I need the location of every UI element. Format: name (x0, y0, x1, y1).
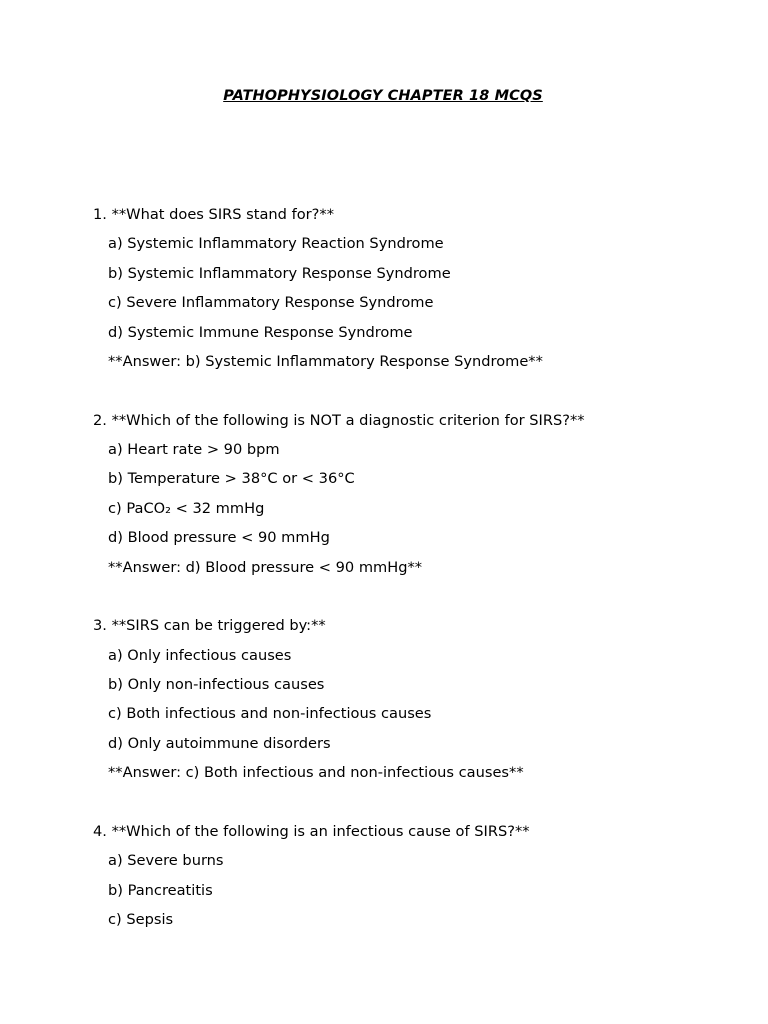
question-stem: 3. **SIRS can be triggered by:** (93, 617, 326, 635)
question-4 (93, 817, 733, 935)
answer-option: d) Blood pressure < 90 mmHg (108, 529, 330, 547)
question-2 (93, 406, 733, 582)
answer-option: b) Temperature > 38°C or < 36°C (108, 470, 355, 488)
answer-option: b) Systemic Inflammatory Response Syndrome (108, 264, 451, 282)
answer-option: b) Only non-infectious causes (108, 676, 325, 694)
answer-key: **Answer: b) Systemic Inflammatory Response Syndrome** (108, 352, 543, 370)
question-stem: 1. **What does SIRS stand for?** (93, 206, 334, 223)
question-stem: 2. **Which of the following is NOT a diagnostic criterion for SIRS?** (93, 411, 585, 429)
answer-option: a) Systemic Inflammatory Reaction Syndrome (108, 235, 444, 253)
document-title: PATHOPHYSIOLOGY CHAPTER 18 MCQS (223, 88, 543, 104)
answer-key: **Answer: c) Both infectious and non-infectious causes** (108, 764, 524, 782)
answer-option: a) Only infectious causes (108, 646, 292, 664)
answer-option: a) Heart rate > 90 bpm (108, 441, 280, 459)
answer-option: a) Severe burns (108, 852, 224, 870)
answer-option: c) Sepsis (108, 911, 174, 929)
answer-option: b) Pancreatitis (108, 881, 213, 899)
question-3 (93, 611, 733, 787)
answer-key: **Answer: d) Blood pressure < 90 mmHg** (108, 558, 423, 576)
answer-option: c) PaCO₂ < 32 mmHg (108, 499, 265, 517)
answer-option: c) Severe Inflammatory Response Syndrome (108, 294, 434, 312)
question-list (93, 200, 733, 964)
question-stem: 4. **Which of the following is an infectious cause of SIRS?** (93, 822, 530, 840)
answer-option: d) Systemic Immune Response Syndrome (108, 323, 413, 341)
answer-option: d) Only autoimmune disorders (108, 734, 331, 752)
question-1 (93, 200, 733, 376)
answer-option: c) Both infectious and non-infectious causes (108, 705, 432, 723)
